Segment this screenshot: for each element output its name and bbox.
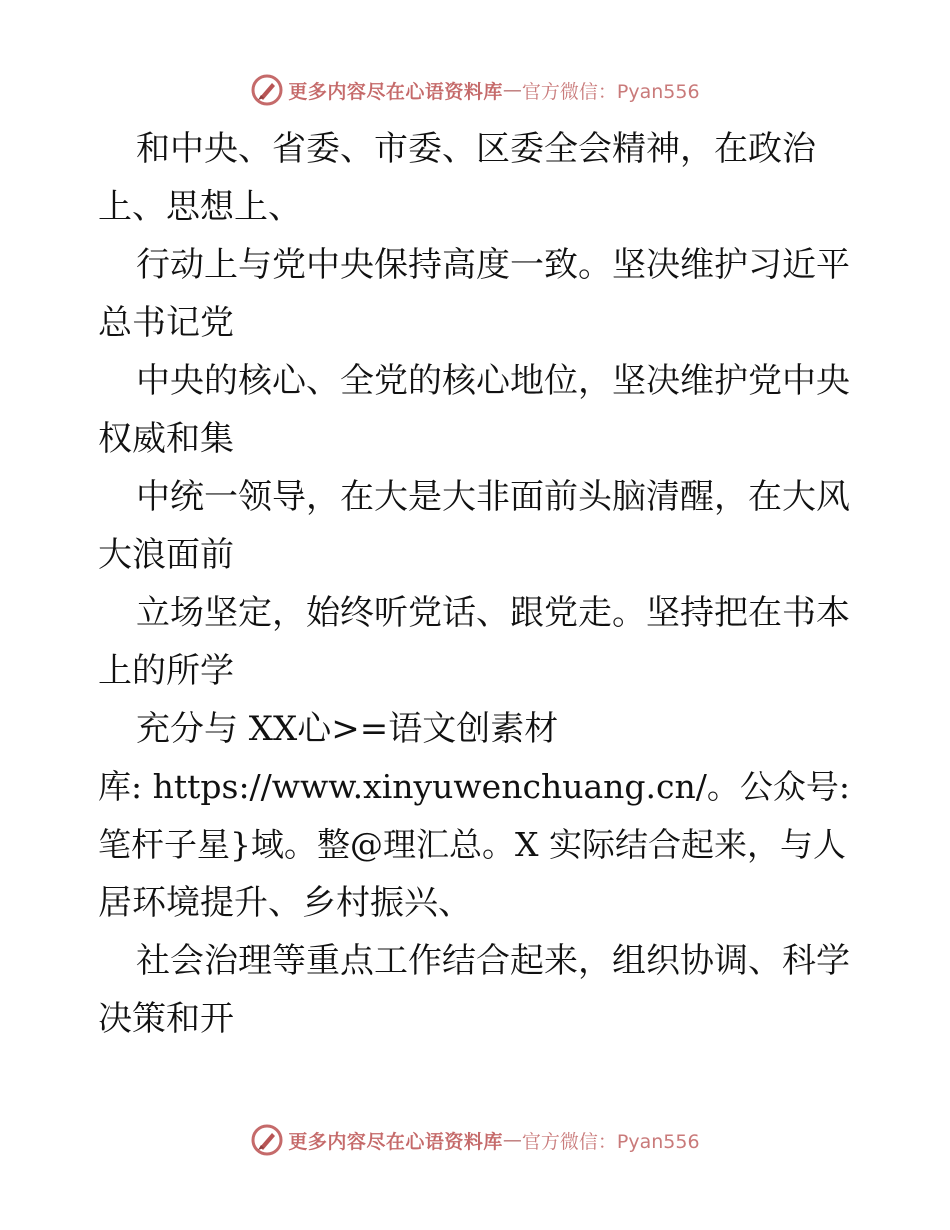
text-line: 社会治理等重点工作结合起来，组织协调、科学 (136, 941, 850, 981)
text-line: 决策和开 (98, 999, 234, 1039)
text-line: 行动上与党中央保持高度一致。坚决维护习近平 (136, 245, 850, 285)
text-line: 总书记党 (98, 303, 234, 343)
banner-separator: — (502, 1129, 522, 1151)
banner-account-text: 官方微信：Pyan556 (521, 80, 700, 103)
text-line: 中统一领导，在大是大非面前头脑清醒，在大风 (136, 477, 850, 517)
text-line: 权威和集 (98, 419, 234, 459)
text-line: 中央的核心、全党的核心地位，坚决维护党中央 (136, 361, 850, 401)
text-line: 库: https://www.xinyuwenchuang.cn/。公众号: (98, 767, 850, 806)
text-line: 充分与 XX心>=语文创素材 (136, 709, 559, 749)
banner-separator: — (502, 79, 522, 101)
brush-logo-icon (250, 73, 284, 107)
brush-logo-icon (250, 1123, 284, 1157)
text-line: 大浪面前 (98, 535, 234, 575)
text-line: 居环境提升、乡村振兴、 (98, 883, 472, 923)
header-banner (0, 70, 950, 110)
banner-main-text: 更多内容尽在心语资料库 (288, 80, 503, 103)
text-line: 笔杆子星}域。整@理汇总。X 实际结合起来，与人 (98, 825, 846, 864)
document-body (98, 120, 858, 1048)
text-line: 和中央、省委、市委、区委全会精神，在政治 (136, 129, 816, 169)
text-line: 上的所学 (98, 651, 234, 691)
text-line: 上、思想上、 (98, 187, 302, 227)
footer-banner (0, 1120, 950, 1160)
banner-account-text: 官方微信：Pyan556 (521, 1130, 700, 1153)
text-line: 立场坚定，始终听党话、跟党走。坚持把在书本 (136, 593, 850, 633)
banner-main-text: 更多内容尽在心语资料库 (288, 1130, 503, 1153)
